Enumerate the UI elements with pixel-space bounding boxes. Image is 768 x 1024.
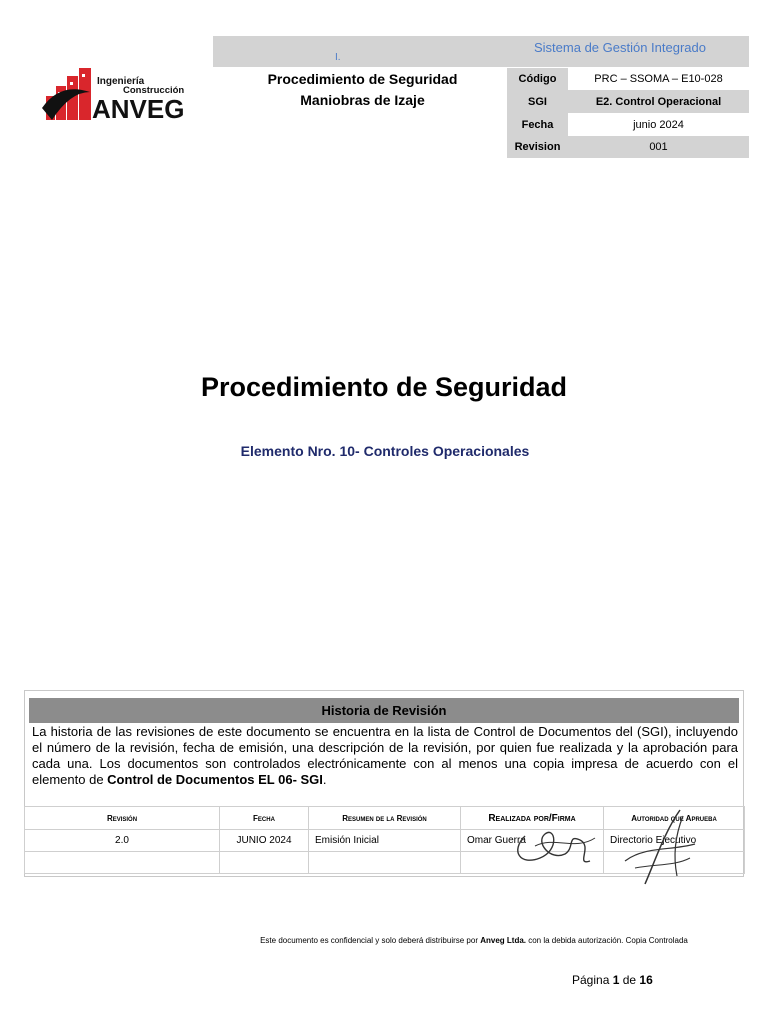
meta-value-codigo: PRC – SSOMA – E10-028 [594, 73, 723, 85]
revision-history-paragraph [32, 724, 738, 788]
page-of: de [619, 973, 640, 987]
revision-table [24, 806, 745, 874]
meta-value-sgi: E2. Control Operacional [568, 90, 749, 113]
header-doc-title-line1: Procedimiento de Seguridad [267, 71, 458, 87]
table-row [25, 852, 745, 874]
table-row [25, 830, 745, 852]
meta-value-revision: 001 [568, 136, 749, 158]
page-title: Procedimiento de Seguridad [200, 372, 568, 402]
header-doc-title [220, 69, 505, 111]
table-header-row [25, 807, 745, 830]
cell-resumen: Emisión Inicial [309, 830, 461, 852]
cell-revision: 2.0 [25, 830, 220, 852]
page-current: 1 [612, 973, 620, 987]
logo-line1: Ingeniería [97, 76, 145, 87]
cell-autoridad [604, 852, 745, 874]
page-label: Página [572, 973, 613, 987]
meta-label-revision: Revision [507, 136, 568, 158]
meta-label-sgi: SGI [507, 90, 568, 113]
revision-paragraph-text: La historia de las revisiones de este documento se encuentra en la lista de Control de Documentos del (SGI), incluyendo el número de la revisión, fecha de emisión, una descripción de la revisión, por quien fue realizada y la aprobación para cada una. Los documentos son controlados electrónicamente con al menos una copia impresa de acuerdo con el elemento de [32, 724, 738, 787]
footer-text-pre: Este documento es confidencial y solo deberá distribuirse por [260, 936, 481, 945]
page-total: 16 [639, 973, 653, 987]
col-header-revision: Revisión [25, 807, 220, 830]
cell-autoridad: Directorio Ejecutivo [604, 830, 745, 852]
col-header-fecha: Fecha [220, 807, 309, 830]
company-logo [40, 62, 210, 128]
meta-label-fecha: Fecha [507, 113, 568, 136]
cell-revision [25, 852, 220, 874]
system-name: Sistema de Gestión Integrado [534, 40, 706, 55]
header-numbering: I. [335, 52, 341, 63]
col-header-realizada: Realizada por/Firma [461, 807, 604, 830]
footer-text-post: con la debida autorización. Copia Controlada [526, 936, 688, 945]
cell-resumen [309, 852, 461, 874]
cell-fecha: JUNIO 2024 [220, 830, 309, 852]
logo-brand: ANVEG [92, 94, 185, 124]
confidentiality-footer [0, 936, 768, 945]
meta-value-fecha: junio 2024 [633, 118, 684, 131]
meta-label-codigo: Código [507, 68, 568, 90]
revision-history-heading: Historia de Revisión [29, 698, 739, 723]
logo-line2: Construcción [123, 85, 185, 96]
page-number [572, 973, 653, 987]
col-header-resumen: Resumen de la Revisión [309, 807, 461, 830]
header-doc-title-line2: Maniobras de Izaje [300, 92, 425, 108]
footer-company: Anveg Ltda. [480, 936, 526, 945]
cell-realizada [461, 852, 604, 874]
page-subtitle: Elemento Nro. 10- Controles Operacionales [240, 443, 530, 459]
revision-paragraph-end: . [322, 772, 327, 787]
revision-paragraph-bold: Control de Documentos EL 06- SGI [107, 772, 323, 787]
col-header-autoridad: Autoridad que Aprueba [604, 807, 745, 830]
cell-fecha [220, 852, 309, 874]
cell-realizada: Omar Guerra [461, 830, 604, 852]
